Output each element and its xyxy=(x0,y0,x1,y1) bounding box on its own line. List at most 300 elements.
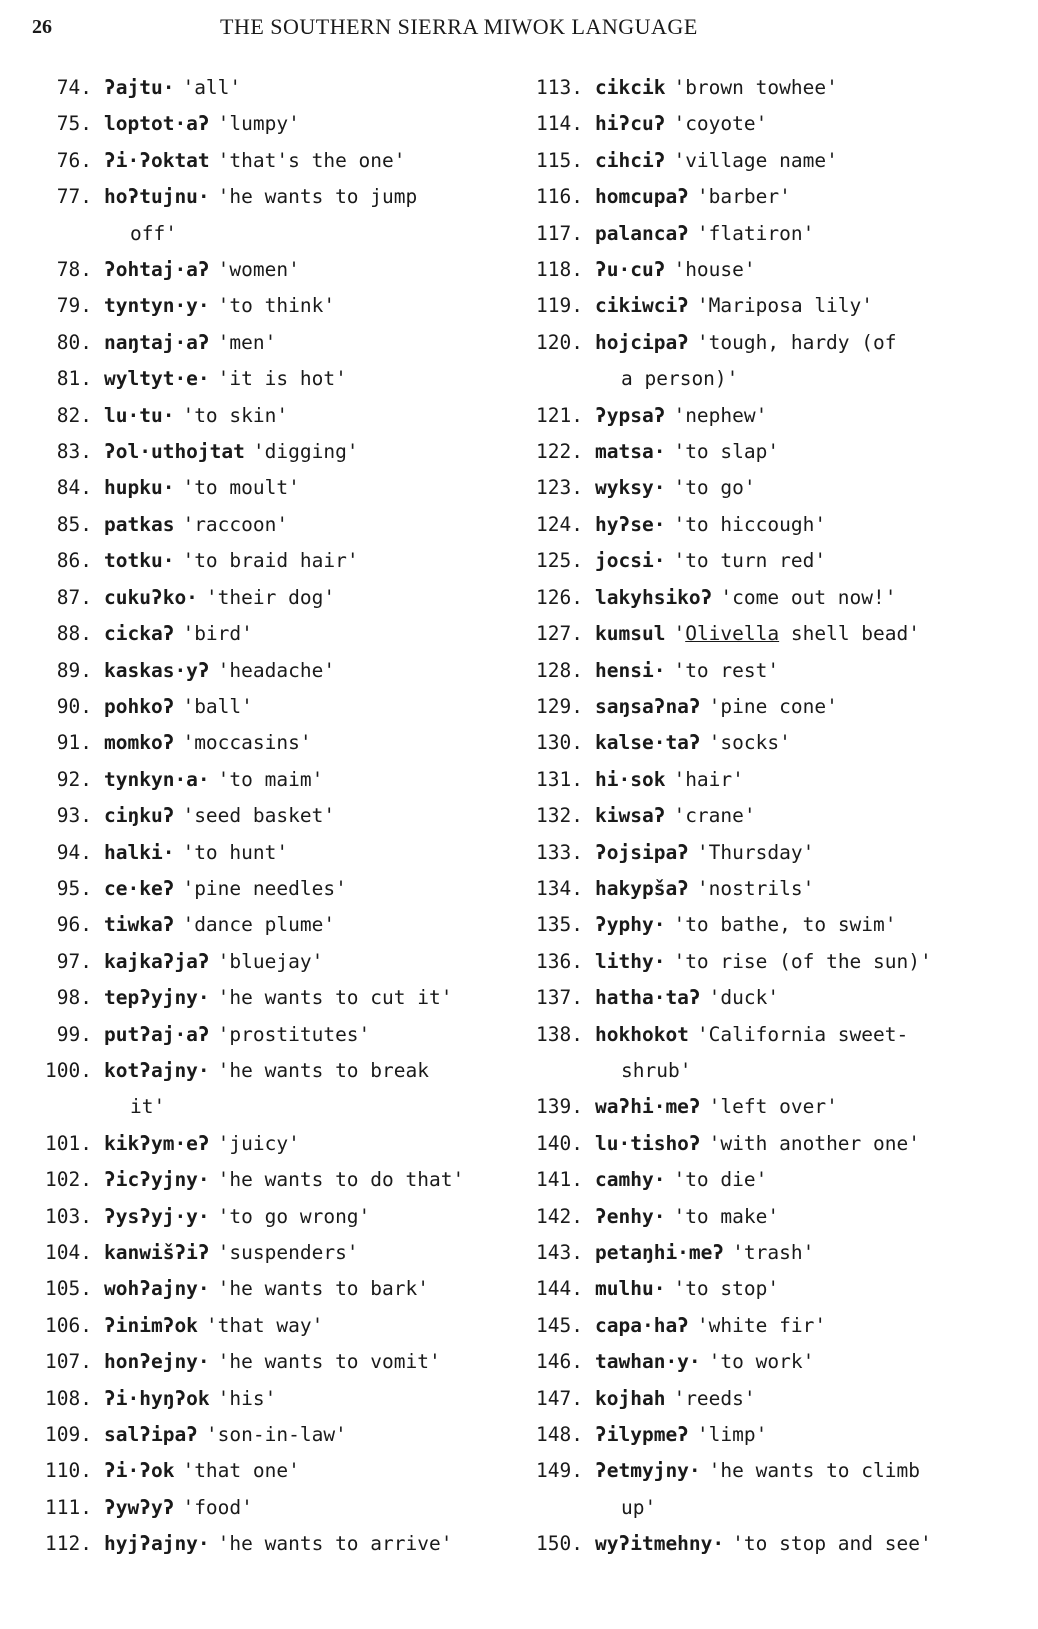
entry-body xyxy=(583,106,1015,142)
english-gloss: 'to work' xyxy=(708,1350,815,1374)
miwok-form: hoʔtujnu· xyxy=(104,185,210,209)
word-entry xyxy=(34,580,504,616)
miwok-form: ʔenhy· xyxy=(595,1204,666,1228)
entry-number: 97. xyxy=(56,949,92,973)
entry-body xyxy=(92,616,504,652)
entry-number: 101. xyxy=(45,1131,92,1155)
english-gloss: 'crane' xyxy=(673,804,756,828)
word-entry xyxy=(34,689,504,725)
entry-body xyxy=(583,70,1015,106)
word-entry xyxy=(535,216,1015,252)
entry-number: 133. xyxy=(536,840,583,864)
entry-number: 81. xyxy=(56,367,92,391)
english-gloss: 'brown towhee' xyxy=(673,76,838,99)
miwok-form: kumsul xyxy=(595,622,666,646)
word-entry xyxy=(34,1017,504,1053)
entry-number: 79. xyxy=(56,294,92,318)
entry-number: 126. xyxy=(536,585,583,609)
entry-number: 127. xyxy=(536,622,583,646)
word-entry xyxy=(535,1199,1015,1235)
miwok-form: tiwkaʔ xyxy=(104,913,175,937)
gloss-part: shell bead' xyxy=(779,622,921,646)
entry-body xyxy=(583,907,1015,943)
entry-body xyxy=(92,653,504,689)
entry-number: 89. xyxy=(56,658,92,682)
entry-number: 146. xyxy=(536,1350,583,1374)
word-entry xyxy=(535,1417,1015,1453)
english-gloss: 'village name' xyxy=(673,148,838,172)
entry-body xyxy=(583,507,1015,543)
entry-number: 117. xyxy=(536,221,583,245)
entry-body xyxy=(92,179,504,252)
miwok-form: ʔi·ʔok xyxy=(104,1459,175,1483)
word-entry xyxy=(34,252,504,288)
entry-body xyxy=(92,1417,504,1453)
entry-body xyxy=(583,798,1015,834)
entry-number: 135. xyxy=(536,913,583,937)
entry-body xyxy=(92,689,504,725)
english-gloss: 'flatiron' xyxy=(696,221,815,245)
entry-number: 143. xyxy=(536,1241,583,1264)
english-gloss: 'left over' xyxy=(708,1095,838,1119)
entry-number: 83. xyxy=(56,440,92,464)
word-entry xyxy=(535,325,1015,398)
english-gloss: 'pine cone' xyxy=(708,694,838,718)
english-gloss: 'seed basket' xyxy=(182,804,336,828)
word-entry xyxy=(535,143,1015,179)
word-entry xyxy=(34,106,504,142)
english-gloss: 'dance plume' xyxy=(182,913,336,937)
entry-body xyxy=(92,1381,504,1417)
word-entry xyxy=(34,725,504,761)
entry-body xyxy=(92,470,504,506)
english-gloss: 'men' xyxy=(217,330,277,354)
entry-number: 77. xyxy=(56,185,92,209)
miwok-form: ʔysʔyj·y· xyxy=(104,1204,210,1228)
entry-number: 113. xyxy=(536,76,583,99)
miwok-form: camhy· xyxy=(595,1168,666,1192)
english-gloss: 'he wants to cut it' xyxy=(217,986,453,1010)
miwok-form: wyksy· xyxy=(595,476,666,500)
entry-body xyxy=(92,325,504,361)
entry-number: 84. xyxy=(56,476,92,500)
miwok-form: kiwsaʔ xyxy=(595,804,666,828)
entry-body xyxy=(583,1089,1015,1125)
entry-body xyxy=(92,1235,504,1271)
word-entry xyxy=(34,507,504,543)
entry-body xyxy=(92,1308,504,1344)
miwok-form: tawhan·y· xyxy=(595,1350,701,1374)
word-entry xyxy=(34,1344,504,1380)
entry-number: 139. xyxy=(536,1095,583,1119)
entry-body xyxy=(92,361,504,397)
english-gloss: 'bird' xyxy=(182,622,253,646)
entry-number: 90. xyxy=(56,694,92,718)
miwok-form: ʔi·hyŋʔok xyxy=(104,1386,210,1410)
english-gloss: 'with another one' xyxy=(708,1131,920,1155)
entry-number: 149. xyxy=(536,1459,583,1483)
word-entry xyxy=(535,616,1015,652)
miwok-form: saŋsaʔnaʔ xyxy=(595,694,701,718)
miwok-form: hojcipaʔ xyxy=(595,330,689,354)
english-gloss: 'to rest' xyxy=(673,658,780,682)
word-entry xyxy=(34,1271,504,1307)
english-gloss: 'digging' xyxy=(252,440,359,464)
english-gloss: 'food' xyxy=(182,1495,253,1519)
entry-body xyxy=(583,1453,1015,1526)
word-entry xyxy=(34,1308,504,1344)
entry-body xyxy=(583,871,1015,907)
entry-body xyxy=(583,689,1015,725)
miwok-form: wohʔajny· xyxy=(104,1277,210,1301)
entry-body xyxy=(92,434,504,470)
english-gloss: 'their dog' xyxy=(205,585,336,609)
miwok-form: tepʔyjny· xyxy=(104,986,210,1010)
entry-number: 75. xyxy=(56,112,92,136)
word-entry xyxy=(535,288,1015,324)
english-gloss: 'moccasins' xyxy=(182,731,312,755)
entry-number: 120. xyxy=(536,330,583,354)
entry-number: 137. xyxy=(536,986,583,1010)
word-entry xyxy=(34,1490,504,1526)
miwok-form: ce·keʔ xyxy=(104,876,175,900)
gloss-continuation: a person)' xyxy=(621,367,739,391)
word-entry xyxy=(34,1235,504,1271)
miwok-form: ʔywʔyʔ xyxy=(104,1495,175,1519)
miwok-form: lakyhsikoʔ xyxy=(595,585,713,609)
word-entry xyxy=(34,1126,504,1162)
entry-number: 108. xyxy=(45,1386,92,1410)
word-entry xyxy=(535,1453,1015,1526)
miwok-form: hyjʔajny· xyxy=(104,1532,210,1556)
word-entry xyxy=(34,1381,504,1417)
miwok-form: loptot·aʔ xyxy=(104,112,210,136)
entry-number: 115. xyxy=(536,148,583,172)
word-entry xyxy=(34,907,504,943)
entry-body xyxy=(583,653,1015,689)
word-entry xyxy=(34,871,504,907)
entry-number: 140. xyxy=(536,1131,583,1155)
miwok-form: jocsi· xyxy=(595,549,666,573)
english-gloss: 'to rise (of the sun)' xyxy=(673,949,932,973)
miwok-form: naŋtaj·aʔ xyxy=(104,330,210,354)
entry-body xyxy=(583,1308,1015,1344)
english-gloss: 'he wants to climb xyxy=(708,1459,920,1483)
entry-body xyxy=(583,252,1015,288)
english-gloss: 'to stop and see' xyxy=(732,1532,932,1556)
word-entry xyxy=(535,580,1015,616)
entry-number: 98. xyxy=(56,986,92,1010)
miwok-form: hi·sok xyxy=(595,767,666,791)
miwok-form: cickaʔ xyxy=(104,622,175,646)
miwok-form: hyʔse· xyxy=(595,512,666,536)
word-entry xyxy=(34,288,504,324)
entry-body xyxy=(92,288,504,324)
word-entry xyxy=(535,1017,1015,1090)
word-entry xyxy=(535,179,1015,215)
entry-number: 119. xyxy=(536,294,583,318)
english-gloss: 'his' xyxy=(217,1386,277,1410)
entry-number: 134. xyxy=(536,876,583,900)
word-list-right-column xyxy=(535,70,1015,1563)
miwok-form: halki· xyxy=(104,840,175,864)
entry-number: 109. xyxy=(45,1423,92,1447)
word-entry xyxy=(535,470,1015,506)
word-entry xyxy=(34,835,504,871)
word-entry xyxy=(535,252,1015,288)
entry-number: 106. xyxy=(45,1313,92,1337)
miwok-form: wyʔitmehny· xyxy=(595,1532,725,1556)
entry-number: 130. xyxy=(536,731,583,755)
entry-number: 129. xyxy=(536,694,583,718)
entry-number: 114. xyxy=(536,112,583,136)
entry-number: 94. xyxy=(56,840,92,864)
entry-body xyxy=(583,616,1015,652)
miwok-form: hakypšaʔ xyxy=(595,876,689,900)
english-gloss: 'women' xyxy=(217,258,300,282)
miwok-form: ʔu·cuʔ xyxy=(595,258,666,282)
miwok-form: hatha·taʔ xyxy=(595,986,701,1010)
entry-number: 85. xyxy=(56,512,92,536)
english-gloss: 'that way' xyxy=(205,1313,324,1337)
entry-body xyxy=(92,1126,504,1162)
word-entry xyxy=(535,106,1015,142)
entry-body xyxy=(92,835,504,871)
miwok-form: ʔajtu· xyxy=(104,76,175,99)
word-entry xyxy=(34,1526,504,1562)
miwok-form: pohkoʔ xyxy=(104,694,175,718)
word-entry xyxy=(535,1271,1015,1307)
entry-body xyxy=(583,179,1015,215)
miwok-form: ʔetmyjny· xyxy=(595,1459,701,1483)
word-entry xyxy=(535,835,1015,871)
entry-body xyxy=(92,871,504,907)
entry-body xyxy=(583,325,1015,398)
entry-number: 116. xyxy=(536,185,583,209)
english-gloss: 'California sweet- xyxy=(696,1022,909,1046)
entry-body xyxy=(92,944,504,980)
entry-number: 142. xyxy=(536,1204,583,1228)
english-gloss: 'reeds' xyxy=(673,1386,756,1410)
entry-body xyxy=(92,143,504,179)
word-entry xyxy=(34,1417,504,1453)
entry-body xyxy=(92,1490,504,1526)
entry-number: 100. xyxy=(45,1058,92,1082)
entry-number: 92. xyxy=(56,767,92,791)
entry-body xyxy=(583,580,1015,616)
miwok-form: ciŋkuʔ xyxy=(104,804,175,828)
entry-number: 91. xyxy=(56,731,92,755)
miwok-form: hensi· xyxy=(595,658,666,682)
miwok-form: hokhokot xyxy=(595,1022,689,1046)
english-gloss: 'juicy' xyxy=(217,1131,300,1155)
entry-body xyxy=(583,980,1015,1016)
word-entry xyxy=(34,361,504,397)
word-entry xyxy=(535,1381,1015,1417)
entry-body xyxy=(92,725,504,761)
english-gloss: 'to think' xyxy=(217,294,336,318)
entry-body xyxy=(583,398,1015,434)
miwok-form: kajkaʔjaʔ xyxy=(104,949,210,973)
english-gloss: 'to bathe, to swim' xyxy=(673,913,897,937)
word-entry xyxy=(535,653,1015,689)
word-entry xyxy=(34,616,504,652)
english-gloss: 'he wants to arrive' xyxy=(217,1532,453,1556)
word-entry xyxy=(535,725,1015,761)
miwok-form: kanwišʔiʔ xyxy=(104,1241,210,1264)
page-number: 26 xyxy=(32,16,52,38)
miwok-form: salʔipaʔ xyxy=(104,1423,198,1447)
miwok-form: cikiwciʔ xyxy=(595,294,689,318)
word-entry xyxy=(34,179,504,252)
english-gloss: 'he wants to vomit' xyxy=(217,1350,441,1374)
word-entry xyxy=(535,871,1015,907)
english-gloss: 'socks' xyxy=(708,731,791,755)
english-gloss: 'all' xyxy=(182,76,242,99)
entry-number: 105. xyxy=(45,1277,92,1301)
word-entry xyxy=(535,798,1015,834)
entry-number: 138. xyxy=(536,1022,583,1046)
word-entry xyxy=(34,653,504,689)
entry-number: 95. xyxy=(56,876,92,900)
entry-number: 96. xyxy=(56,913,92,937)
english-gloss: 'to stop' xyxy=(673,1277,780,1301)
entry-body xyxy=(92,252,504,288)
english-gloss: 'to go wrong' xyxy=(217,1204,371,1228)
miwok-form: ʔohtaj·aʔ xyxy=(104,258,210,282)
english-gloss: 'pine needles' xyxy=(182,876,347,900)
entry-number: 88. xyxy=(56,622,92,646)
miwok-form: cihciʔ xyxy=(595,148,666,172)
entry-number: 121. xyxy=(536,403,583,427)
word-entry xyxy=(34,70,504,106)
entry-number: 110. xyxy=(45,1459,92,1483)
entry-number: 124. xyxy=(536,512,583,536)
gloss-continuation: off' xyxy=(130,221,177,245)
word-entry xyxy=(34,980,504,1016)
entry-body xyxy=(92,106,504,142)
english-gloss xyxy=(673,622,920,645)
english-gloss: 'it is hot' xyxy=(217,367,347,391)
word-entry xyxy=(34,470,504,506)
entry-body xyxy=(583,1417,1015,1453)
entry-body xyxy=(583,216,1015,252)
entry-number: 74. xyxy=(56,76,92,99)
entry-number: 104. xyxy=(45,1241,92,1264)
entry-body xyxy=(583,762,1015,798)
word-list-left-column xyxy=(34,70,504,1563)
entry-body xyxy=(92,1344,504,1380)
word-entry xyxy=(535,762,1015,798)
entry-body xyxy=(583,1162,1015,1198)
entry-number: 148. xyxy=(536,1423,583,1447)
entry-body xyxy=(92,580,504,616)
entry-body xyxy=(92,1199,504,1235)
entry-number: 125. xyxy=(536,549,583,573)
entry-number: 99. xyxy=(56,1022,92,1046)
entry-number: 128. xyxy=(536,658,583,682)
english-gloss: 'to turn red' xyxy=(673,549,827,573)
miwok-form: mulhu· xyxy=(595,1277,666,1301)
entry-number: 141. xyxy=(536,1168,583,1192)
entry-number: 145. xyxy=(536,1313,583,1337)
entry-body xyxy=(583,1017,1015,1090)
miwok-form: kaskas·yʔ xyxy=(104,658,210,682)
word-entry xyxy=(34,398,504,434)
english-gloss: 'nephew' xyxy=(673,403,768,427)
miwok-form: kikʔym·eʔ xyxy=(104,1131,210,1155)
english-gloss: 'raccoon' xyxy=(182,512,289,536)
entry-body xyxy=(583,470,1015,506)
word-entry xyxy=(535,980,1015,1016)
miwok-form: kalse·taʔ xyxy=(595,731,701,755)
miwok-form: ʔicʔyjny· xyxy=(104,1168,210,1192)
english-gloss: 'bluejay' xyxy=(217,949,324,973)
word-entry xyxy=(34,1199,504,1235)
miwok-form: waʔhi·meʔ xyxy=(595,1095,701,1119)
english-gloss: 'to go' xyxy=(673,476,756,500)
entry-body xyxy=(92,762,504,798)
english-gloss: 'suspenders' xyxy=(217,1241,359,1264)
miwok-form: matsa· xyxy=(595,440,666,464)
word-entry xyxy=(34,543,504,579)
entry-number: 147. xyxy=(536,1386,583,1410)
entry-body xyxy=(583,1199,1015,1235)
word-entry xyxy=(34,143,504,179)
entry-number: 82. xyxy=(56,403,92,427)
miwok-form: momkoʔ xyxy=(104,731,175,755)
word-entry xyxy=(535,1126,1015,1162)
miwok-form: kotʔajny· xyxy=(104,1058,210,1082)
entry-body xyxy=(92,398,504,434)
miwok-form: patkas xyxy=(104,512,175,536)
english-gloss: 'he wants to bark' xyxy=(217,1277,429,1301)
entry-number: 87. xyxy=(56,585,92,609)
miwok-form: honʔejny· xyxy=(104,1350,210,1374)
english-gloss: 'he wants to do that' xyxy=(217,1168,465,1192)
miwok-form: ʔojsipaʔ xyxy=(595,840,689,864)
word-entry xyxy=(535,1526,1015,1562)
miwok-form: homcupaʔ xyxy=(595,185,689,209)
entry-body xyxy=(583,725,1015,761)
entry-body xyxy=(92,1162,504,1198)
entry-number: 78. xyxy=(56,258,92,282)
running-title: THE SOUTHERN SIERRA MIWOK LANGUAGE xyxy=(220,14,698,39)
word-entry xyxy=(34,1053,504,1126)
miwok-form: lu·tishoʔ xyxy=(595,1131,701,1155)
entry-number: 118. xyxy=(536,258,583,282)
word-entry xyxy=(535,689,1015,725)
word-entry xyxy=(535,1089,1015,1125)
english-gloss: 'barber' xyxy=(696,185,791,209)
english-gloss: 'to hunt' xyxy=(182,840,289,864)
english-gloss: 'white fir' xyxy=(696,1313,827,1337)
miwok-form: ʔinimʔok xyxy=(104,1313,198,1337)
word-entry xyxy=(34,762,504,798)
entry-number: 76. xyxy=(56,148,92,172)
word-entry xyxy=(535,543,1015,579)
word-entry xyxy=(34,325,504,361)
miwok-form: kojhah xyxy=(595,1386,666,1410)
english-gloss: 'come out now!' xyxy=(720,585,897,609)
miwok-form: petaŋhi·meʔ xyxy=(595,1241,725,1264)
miwok-form: hiʔcuʔ xyxy=(595,112,666,136)
english-gloss: 'Thursday' xyxy=(696,840,815,864)
english-gloss: 'hair' xyxy=(673,767,744,791)
entry-body xyxy=(583,543,1015,579)
english-gloss: 'to braid hair' xyxy=(182,549,359,573)
entry-body xyxy=(92,543,504,579)
